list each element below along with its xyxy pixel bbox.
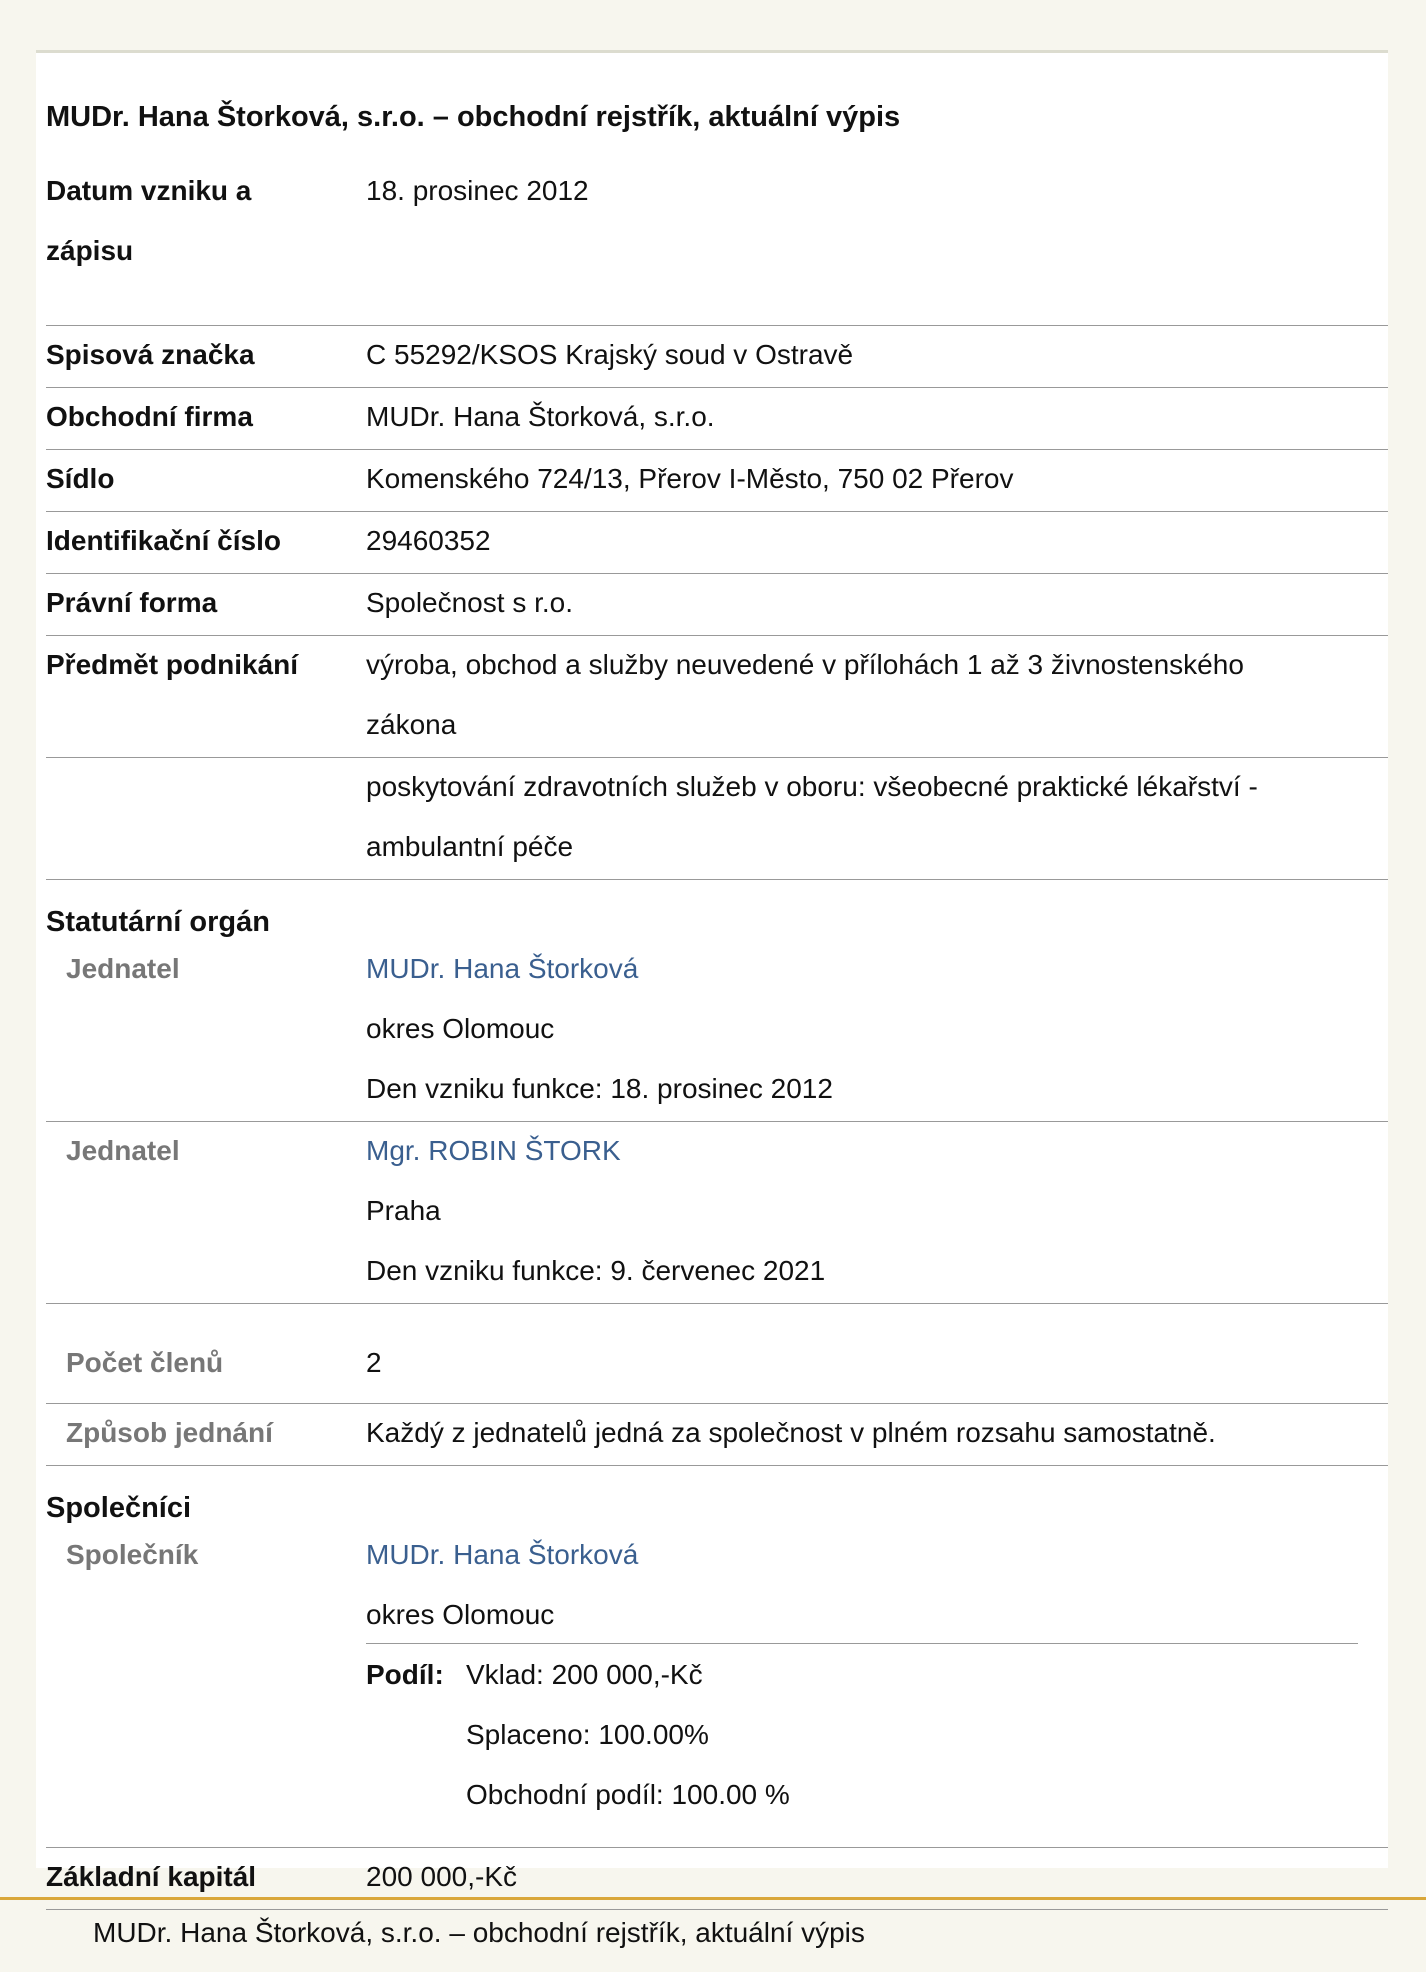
footer-divider (0, 1897, 1426, 1900)
row-datum (46, 161, 1388, 326)
jednatel-2-name[interactable] (366, 1121, 621, 1181)
podil-obchodni: Obchodní podíl: 100.00 % (466, 1779, 790, 1810)
row-pocet-clenu (46, 1321, 1388, 1404)
footer-text: MUDr. Hana Štorková, s.r.o. – obchodní rejstřík, aktuální výpis (93, 1917, 865, 1948)
spolecnik-place: okres Olomouc (366, 1599, 555, 1630)
row-predmet-2 (46, 757, 1388, 880)
jednatel-2-place: Praha (366, 1195, 441, 1226)
podil-label: Podíl: (366, 1659, 444, 1690)
jednatel-1-name[interactable] (366, 939, 638, 999)
predmet-2a: poskytování zdravotních služeb v oboru: všeobecné praktické lékařství - (366, 771, 1258, 802)
spisova-label: Spisová značka (46, 339, 255, 370)
ico-label: Identifikační číslo (46, 525, 281, 556)
firma-label: Obchodní firma (46, 401, 253, 432)
row-kapital (46, 1847, 1388, 1910)
pocet-value: 2 (366, 1347, 382, 1378)
row-forma (46, 573, 1388, 636)
spisova-value: C 55292/KSOS Krajský soud v Ostravě (366, 339, 854, 370)
datum-value: 18. prosinec 2012 (366, 175, 589, 206)
sidlo-value: Komenského 724/13, Přerov I-Město, 750 02 Přerov (366, 463, 1014, 494)
row-spolecnik (46, 1525, 1388, 1848)
row-jednatel-2 (46, 1121, 1388, 1304)
row-firma (46, 387, 1388, 450)
row-ico (46, 511, 1388, 574)
row-spisova (46, 325, 1388, 388)
spolecnik-name[interactable] (366, 1525, 638, 1585)
firma-value: MUDr. Hana Štorková, s.r.o. (366, 401, 715, 432)
podil-splaceno: Splaceno: 100.00% (466, 1719, 709, 1750)
podil-vklad: Vklad: 200 000,-Kč (466, 1659, 703, 1690)
sidlo-label: Sídlo (46, 463, 115, 494)
row-predmet-1 (46, 635, 1388, 758)
predmet-1b: zákona (366, 709, 457, 740)
jednatel-2-since: Den vzniku funkce: 9. červenec 2021 (366, 1255, 826, 1286)
jednatel-1-since: Den vzniku funkce: 18. prosinec 2012 (366, 1073, 833, 1104)
predmet-label: Předmět podnikání (46, 649, 299, 680)
row-zpusob (46, 1403, 1388, 1466)
statutarni-heading: Statutární orgán (46, 906, 270, 938)
jednatel-1-link[interactable]: MUDr. Hana Štorková (366, 953, 639, 984)
jednatel-1-place: okres Olomouc (366, 1013, 555, 1044)
kapital-label: Základní kapitál (46, 1861, 257, 1892)
datum-label-1: Datum vzniku a (46, 175, 252, 206)
spolecnik-label: Společník (66, 1539, 199, 1570)
zpusob-value: Každý z jednatelů jedná za společnost v plném rozsahu samostatně. (366, 1417, 1216, 1448)
kapital-value: 200 000,-Kč (366, 1861, 517, 1892)
forma-label: Právní forma (46, 587, 218, 618)
register-card (36, 50, 1388, 1892)
predmet-1a: výroba, obchod a služby neuvedené v přílohách 1 až 3 živnostenského (366, 649, 1244, 680)
predmet-2b: ambulantní péče (366, 831, 574, 862)
spolecnik-link[interactable]: MUDr. Hana Štorková (366, 1539, 639, 1570)
jednatel-2-label: Jednatel (66, 1135, 180, 1166)
ico-value: 29460352 (366, 525, 491, 556)
spolecnici-heading: Společníci (46, 1492, 192, 1524)
row-jednatel-1 (46, 939, 1388, 1122)
forma-value: Společnost s r.o. (366, 587, 574, 618)
podil-divider (366, 1643, 1358, 1644)
zpusob-label: Způsob jednání (66, 1417, 273, 1448)
jednatel-1-label: Jednatel (66, 953, 180, 984)
jednatel-2-link[interactable]: Mgr. ROBIN ŠTORK (366, 1135, 621, 1166)
row-sidlo (46, 449, 1388, 512)
page-title: MUDr. Hana Štorková, s.r.o. – obchodní rejstřík, aktuální výpis (46, 101, 901, 133)
datum-label-2: zápisu (46, 235, 134, 266)
pocet-label: Počet členů (66, 1347, 224, 1378)
